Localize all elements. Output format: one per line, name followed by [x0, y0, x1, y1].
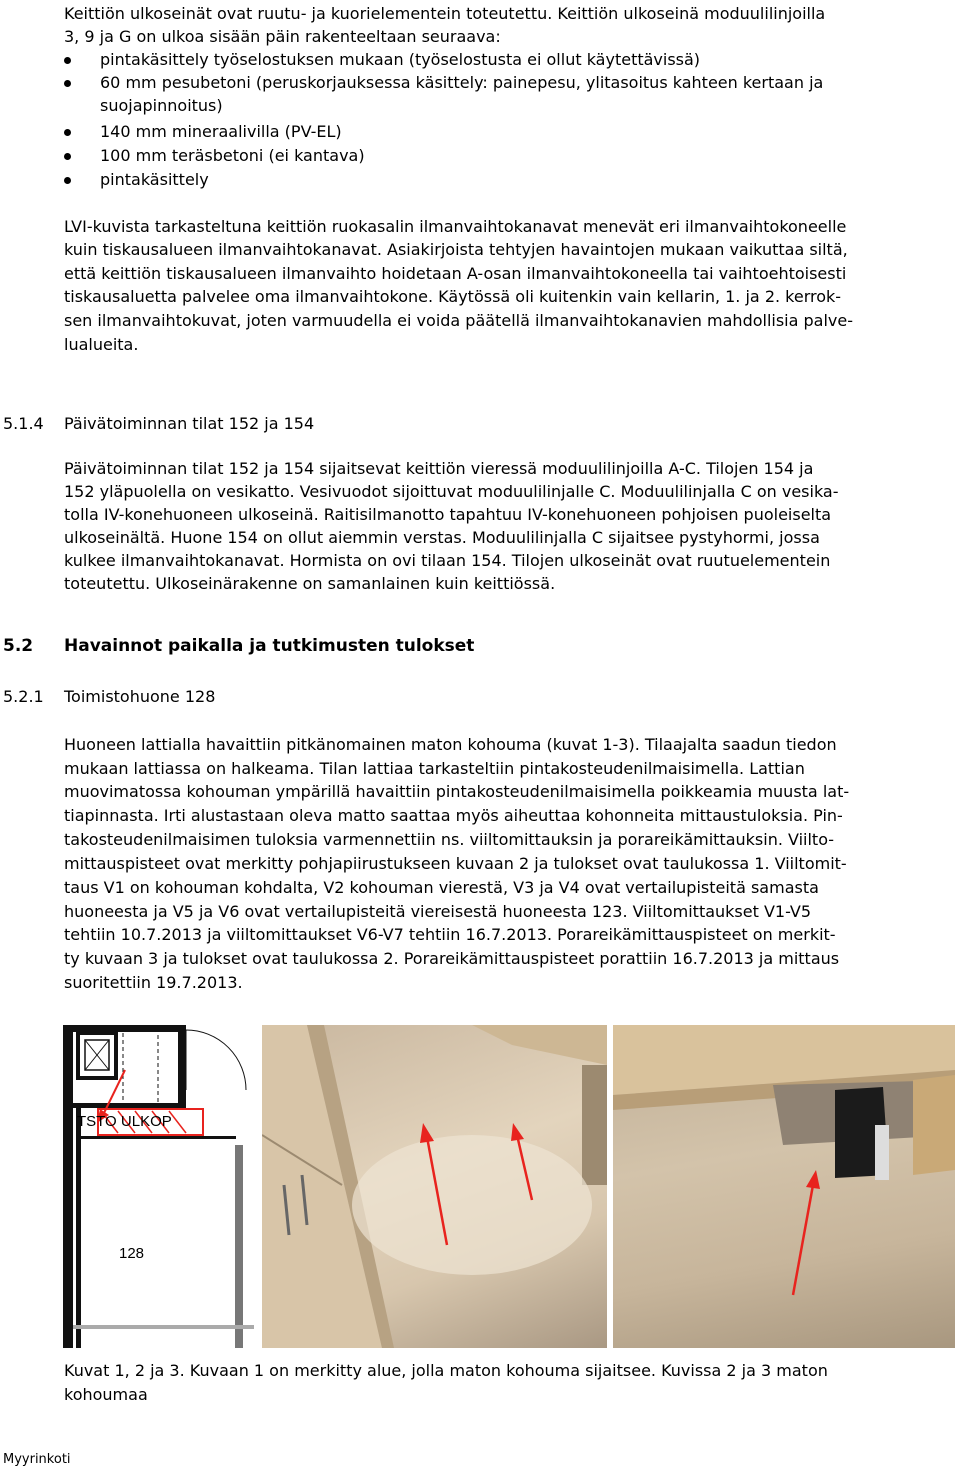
paragraph-line: LVI-kuvista tarkasteltuna keittiön ruokasalin ilmanvaihtokanavat menevät eri ilmanvaihtokoneelle: [64, 217, 847, 236]
figure-caption: Kuvat 1, 2 ja 3. Kuvaan 1 on merkitty alue, jolla maton kohouma sijaitsee. Kuvissa 2 ja 3 maton: [64, 1361, 828, 1380]
list-item-text: 60 mm pesubetoni (peruskorjauksessa käsittely: painepesu, ylitasoitus kahteen kertaan ja: [100, 73, 824, 92]
paragraph-line: tolla IV-konehuoneen ulkoseinä. Raitisilmanotto tapahtuu IV-konehuoneen pohjoisen puoleiselta: [64, 505, 832, 524]
photo-2: [262, 1025, 607, 1348]
paragraph-line: ulkoseinältä. Huone 154 on ollut aiemmin verstas. Moduulilinjalla C sijaitsee pystyhormi, jossa: [64, 528, 820, 547]
paragraph-line: mittauspisteet ovat merkitty pohjapiirustukseen kuvaan 2 ja tulokset ovat taulukossa 1. Viiltomit-: [64, 854, 847, 873]
paragraph-line: kulkee ilmanvaihtokanavat. Hormista on ovi tilaan 154. Tilojen ulkoseinät ovat ruutuelementein: [64, 551, 831, 570]
footer-text: Myyrinkoti: [3, 1452, 71, 1467]
paragraph-line: sen ilmanvaihtokuvat, joten varmuudella ei voida päätellä ilmanvaihtokanavien mahdollisia palve-: [64, 311, 854, 330]
section-number: 5.2: [3, 636, 34, 656]
bullet-icon: [64, 80, 71, 87]
section-heading: Havainnot paikalla ja tutkimusten tulokset: [64, 636, 475, 656]
paragraph-line: että keittiön tiskausalueen ilmanvaihto hoidetaan A-osan ilmanvaihtokoneella tai vaihtoehtoisesti: [64, 264, 847, 283]
floorplan-label: TSTO ULKOP: [77, 1113, 172, 1130]
paragraph-line: 152 yläpuolella on vesikatto. Vesivuodot sijoittuvat moduulilinjalle C. Moduulilinjalla C on vesika-: [64, 482, 839, 501]
paragraph-line: kuin tiskausalueen ilmanvaihtokanavat. Asiakirjoista tehtyjen havaintojen mukaan vaikuttaa siltä,: [64, 240, 848, 259]
paragraph-line: takosteudenilmaisimen tuloksia varmennettiin ns. viiltomittauksin ja porareikämittauksin. Viilto-: [64, 830, 835, 849]
paragraph-line: Päivätoiminnan tilat 152 ja 154 sijaitsevat keittiön vieressä moduulilinjoilla A-C. Tilojen 154 ja: [64, 459, 814, 478]
section-number: 5.1.4: [3, 414, 44, 433]
paragraph-line: muovimatossa kohouman ympärillä havaittiin pintakosteudenilmaisimella poikkeamia muusta lat-: [64, 782, 850, 801]
paragraph-line: tiskausaluetta palvelee oma ilmanvaihtokone. Käytössä oli kuitenkin vain kellarin, 1. ja 2. kerrok-: [64, 287, 842, 306]
intro-line-1: Keittiön ulkoseinät ovat ruutu- ja kuorielementein toteutettu. Keittiön ulkoseinä moduulilinjoilla: [64, 4, 826, 23]
bullet-icon: [64, 57, 71, 64]
paragraph-line: ty kuvaan 3 ja tulokset ovat taulukossa 2. Porareikämittauspisteet porattiin 16.7.2013 ja mittaus: [64, 949, 840, 968]
section-title: Päivätoiminnan tilat 152 ja 154: [64, 414, 315, 433]
figure-caption: kohoumaa: [64, 1385, 148, 1404]
intro-line-2: 3, 9 ja G on ulkoa sisään päin rakenteeltaan seuraava:: [64, 27, 501, 46]
bullet-icon: [64, 129, 71, 136]
paragraph-line: mukaan lattiassa on halkeama. Tilan lattiaa tarkasteltiin pintakosteudenilmaisimella. Lattian: [64, 759, 805, 778]
list-item-text: 100 mm teräsbetoni (ei kantava): [100, 146, 365, 165]
paragraph-line: toteutettu. Ulkoseinärakenne on samanlainen kuin keittiössä.: [64, 574, 556, 593]
section-number: 5.2.1: [3, 687, 44, 706]
list-item-text: suojapinnoitus): [100, 96, 223, 115]
paragraph-line: huoneesta ja V5 ja V6 ovat vertailupisteitä viereisestä huoneesta 123. Viiltomittaukset V1-V5: [64, 902, 812, 921]
bullet-icon: [64, 153, 71, 160]
paragraph-line: lualueita.: [64, 335, 139, 354]
paragraph-line: suoritettiin 19.7.2013.: [64, 973, 243, 992]
section-title: Toimistohuone 128: [64, 687, 216, 706]
paragraph-line: tiapinnasta. Irti alustastaan oleva matto saattaa myös aiheuttaa kohonneita mittaustuloksia. Pin-: [64, 806, 843, 825]
list-item-text: pintakäsittely työselostuksen mukaan (työselostusta ei ollut käytettävissä): [100, 50, 701, 69]
floorplan-image: [63, 1025, 254, 1348]
bullet-icon: [64, 177, 71, 184]
photo-3: [613, 1025, 955, 1348]
paragraph-line: tehtiin 10.7.2013 ja viiltomittaukset V6-V7 tehtiin 16.7.2013. Porareikämittauspisteet on merkit-: [64, 925, 836, 944]
paragraph-line: Huoneen lattialla havaittiin pitkänomainen maton kohouma (kuvat 1-3). Tilaajalta saadun tiedon: [64, 735, 837, 754]
list-item-text: 140 mm mineraalivilla (PV-EL): [100, 122, 342, 141]
paragraph-line: taus V1 on kohouman kohdalta, V2 kohouman vierestä, V3 ja V4 ovat vertailupisteitä samasta: [64, 878, 819, 897]
floorplan-room-number: 128: [119, 1245, 145, 1262]
list-item-text: pintakäsittely: [100, 170, 209, 189]
